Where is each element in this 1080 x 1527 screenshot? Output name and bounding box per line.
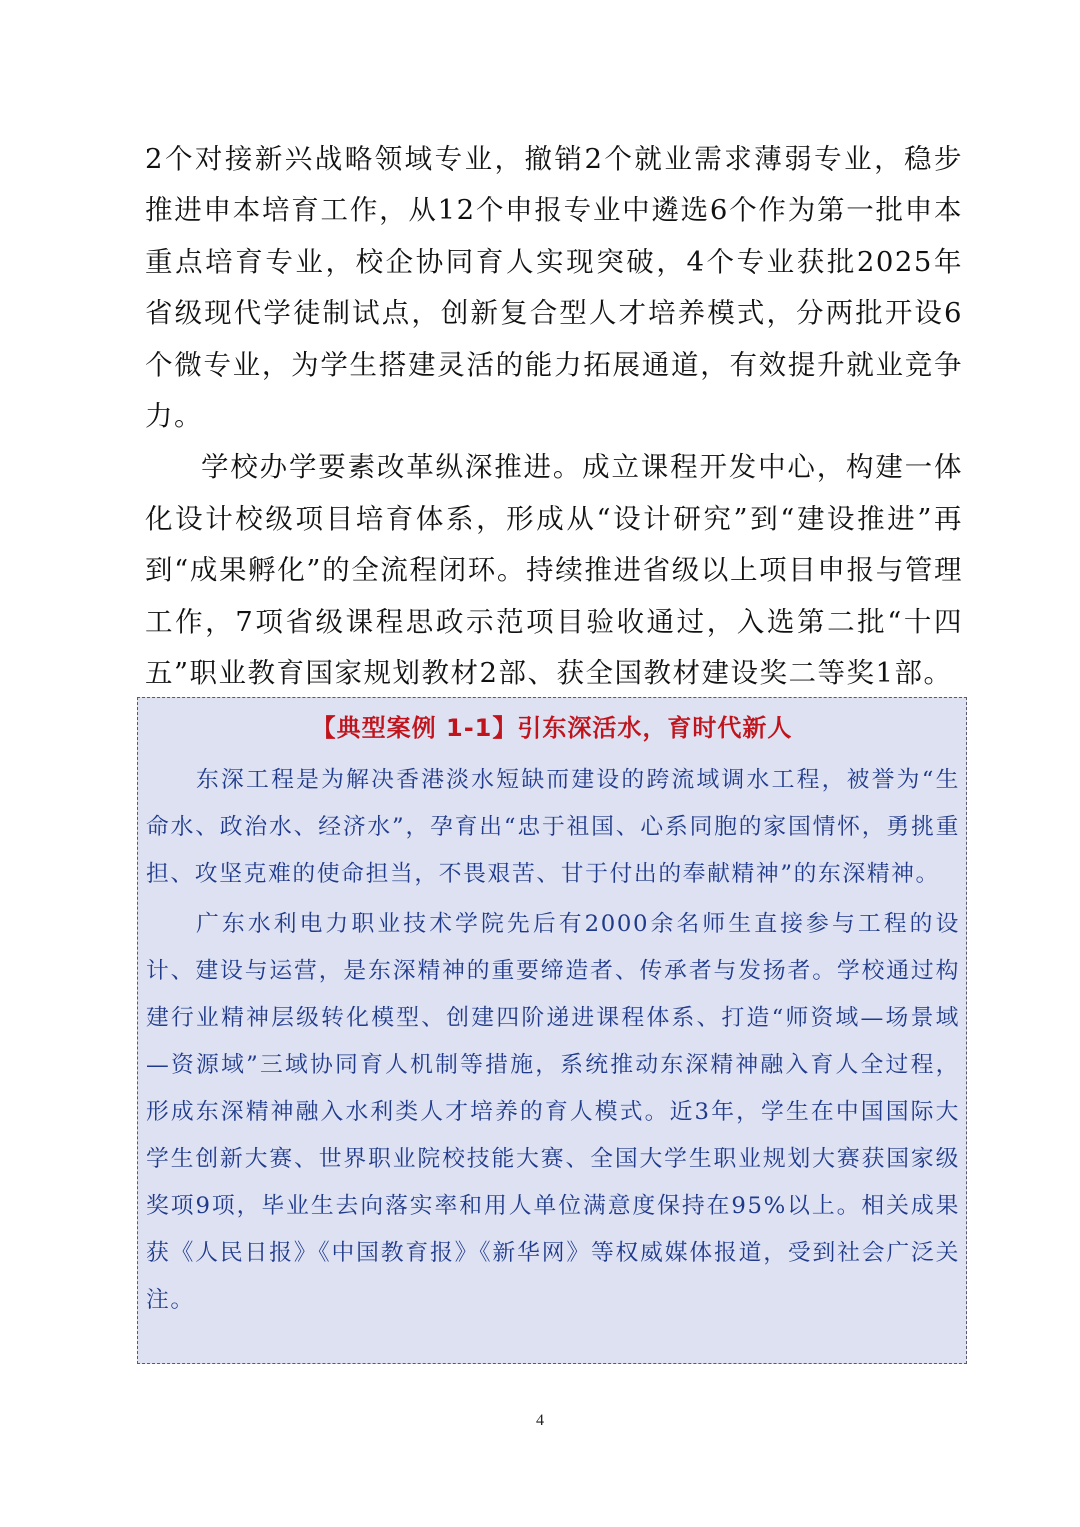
case-paragraph-1: 东深工程是为解决香港淡水短缺而建设的跨流域调水工程，被誉为“生命水、政治水、经济水”，孕育出“忠于祖国、心系同胞的家国情怀，勇挑重担、攻坚克难的使命担当，不畏艰苦、甘于付出的奉献精神”的东深精神。 [146,767,960,887]
body-paragraph-2: 学校办学要素改革纵深推进。成立课程开发中心，构建一体化设计校级项目培育体系，形成从“设计研究”到“建设推进”再到“成果孵化”的全流程闭环。持续推进省级以上项目申报与管理工作，7项省级课程思政示范项目验收通过，入选第二批“十四五”职业教育国家规划教材2部、获全国教材建设奖二等奖1部。 [145,451,963,690]
case-title: 【典型案例 1-1】引东深活水，育时代新人 [311,714,793,742]
page-number: 4 [536,1412,544,1429]
main-body-text [145,134,963,699]
typical-case-box [137,697,967,1364]
case-paragraph-2: 广东水利电力职业技术学院先后有2000余名师生直接参与工程的设计、建设与运营，是东深精神的重要缔造者、传承者与发扬者。学校通过构建行业精神层级转化模型、创建四阶递进课程体系、打造“师资域—场景域—资源域”三域协同育人机制等措施，系统推动东深精神融入育人全过程，形成东深精神融入水利类人才培养的育人模式。近3年，学生在中国国际大学生创新大赛、世界职业院校技能大赛、全国大学生职业规划大赛获国家级奖项9项，毕业生去向落实率和用人单位满意度保持在95%以上。相关成果获《人民日报》《中国教育报》《新华网》等权威媒体报道，受到社会广泛关注。 [146,911,960,1313]
body-paragraph-1: 2个对接新兴战略领域专业，撤销2个就业需求薄弱专业，稳步推进申本培育工作，从12个申报专业中遴选6个作为第一批申本重点培育专业，校企协同育人实现突破，4个专业获批2025年省级现代学徒制试点，创新复合型人才培养模式，分两批开设6个微专业，为学生搭建灵活的能力拓展通道，有效提升就业竞争力。 [145,143,963,433]
case-body [146,757,960,1324]
